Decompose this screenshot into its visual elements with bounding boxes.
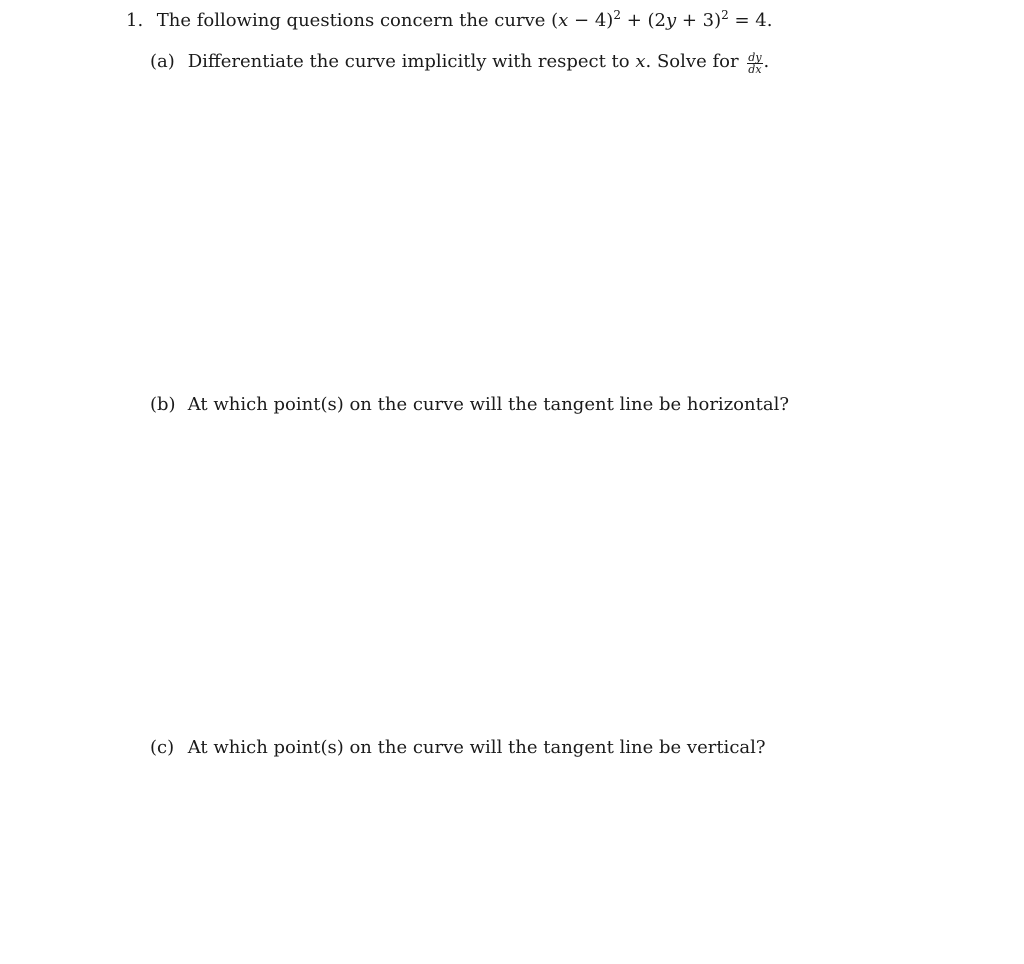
eq-plus-three: + 3) [676,10,722,31]
part-a-text: Differentiate the curve implicitly with respect to [187,51,630,72]
part-a-text-after: . Solve for [645,51,739,72]
dy-dx-fraction [747,52,762,75]
question-1 [126,10,772,32]
eq-minus-four: − 4) [568,10,614,31]
fraction-denominator: dx [748,63,762,76]
part-a-variable: x [635,51,646,72]
eq-var-x: x [558,10,569,31]
part-c-text: At which point(s) on the curve will the tangent line be vertical? [187,737,766,758]
part-b-label: (b) [150,394,176,415]
eq-var-y: y [665,10,677,31]
curve-equation [551,10,772,31]
part-a-label: (a) [150,51,175,72]
part-b-text: At which point(s) on the curve will the tangent line be horizontal? [187,394,789,415]
fraction-numerator: dy [748,51,762,64]
eq-exponent-2: 2 [721,8,729,22]
eq-open-paren: ( [551,10,559,31]
part-a-period: . [763,51,770,72]
part-c [150,737,766,759]
part-c-label: (c) [150,737,175,758]
part-a [150,51,769,75]
eq-equals-four: = 4. [728,10,773,31]
eq-plus-two: + (2 [620,10,666,31]
question-stem: The following questions concern the curve [156,10,546,31]
part-b [150,394,789,416]
question-number: 1. [126,10,144,31]
eq-exponent-1: 2 [613,8,621,22]
